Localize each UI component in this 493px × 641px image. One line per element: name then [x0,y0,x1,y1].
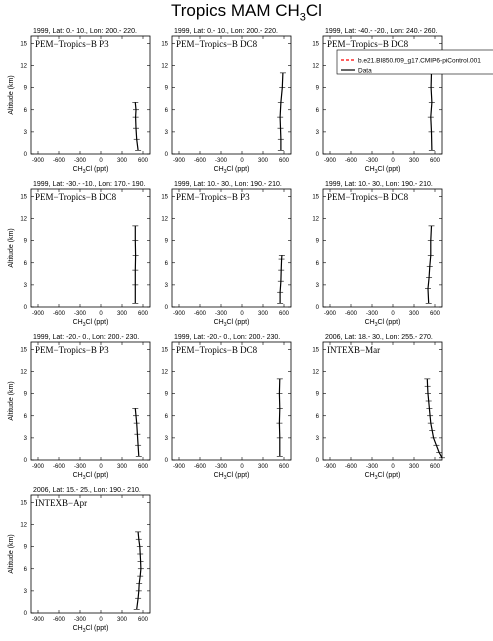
legend-model-label: b.e21.BI850.f09_g17.CMIP6-piControl.001 [358,57,481,65]
x-tick-label: 600 [137,311,149,317]
y-tick-label: 6 [164,413,168,420]
y-tick-label: 9 [23,238,27,245]
campaign-label: PEM−Tropics−B DC8 [176,345,258,355]
campaign-label: INTEXB−Apr [35,498,88,508]
y-tick-label: 9 [164,85,168,92]
chart-panel [8,334,150,481]
y-tick-label: 6 [23,413,27,420]
y-tick-label: 0 [23,152,27,158]
y-tick-label: 6 [164,260,168,267]
campaign-label: PEM−Tropics−B DC8 [327,192,409,202]
x-tick-label: -300 [365,464,379,470]
x-tick-label: 300 [116,464,128,470]
y-axis-label: Altitude (km) [8,534,15,574]
plot-frame [323,342,442,460]
y-tick-label: 12 [20,216,27,223]
y-tick-label: 9 [23,391,27,398]
x-tick-label: 600 [278,464,290,470]
x-tick-label: 300 [116,617,128,623]
plot-frame [31,189,150,307]
plot-frame [172,189,291,307]
legend-data-label: Data [358,67,372,75]
data-line [428,226,432,303]
x-tick-label: -600 [193,464,207,470]
x-axis-label: $CH_3Cl$ (ppt) [72,625,109,634]
y-tick-label: 0 [164,305,168,311]
x-tick-label: -900 [323,464,337,470]
x-tick-label: -900 [323,311,337,317]
y-tick-label: 12 [161,63,168,70]
x-tick-label: 0 [391,311,395,317]
x-tick-label: 0 [391,464,395,470]
y-tick-label: 6 [23,260,27,267]
chart-panel [312,334,445,481]
y-tick-label: 3 [23,435,27,442]
panel-meta: 1999, Lat: -20.- 0., Lon: 200.- 230. [174,334,281,341]
x-tick-label: 600 [137,158,149,164]
y-axis-label: Altitude (km) [8,75,15,115]
y-tick-label: 0 [164,152,168,158]
x-tick-label: 0 [240,311,244,317]
y-tick-label: 12 [20,63,27,70]
x-tick-label: 600 [429,311,441,317]
y-tick-label: 12 [312,369,319,376]
y-tick-label: 9 [23,85,27,92]
y-tick-label: 15 [161,194,168,201]
x-tick-label: -900 [172,311,186,317]
plot-frame [323,189,442,307]
data-line [280,255,282,303]
y-tick-label: 9 [164,391,168,398]
x-tick-label: 300 [408,311,420,317]
x-tick-label: -300 [365,158,379,164]
panel-meta: 1999, Lat: 0.- 10., Lon: 200.- 220. [174,28,278,35]
y-tick-label: 15 [161,347,168,354]
y-tick-label: 15 [20,500,27,507]
x-tick-label: 300 [408,464,420,470]
campaign-label: PEM−Tropics−B P3 [35,39,109,49]
y-tick-label: 6 [315,107,319,114]
x-tick-label: 0 [99,464,103,470]
panel-meta: 1999, Lat: 10.- 30., Lon: 190.- 210. [325,181,433,188]
x-tick-label: -900 [31,311,45,317]
y-tick-label: 15 [312,347,319,354]
y-tick-label: 15 [20,41,27,48]
panel-meta: 1999, Lat: -40.- -20., Lon: 240.- 260. [325,28,438,35]
x-tick-label: -600 [344,311,358,317]
campaign-label: PEM−Tropics−B DC8 [327,39,409,49]
y-axis-label: Altitude (km) [8,381,15,421]
x-axis-label: $CH_3Cl$ (ppt) [364,319,401,328]
x-tick-label: -900 [172,158,186,164]
y-tick-label: 6 [164,107,168,114]
y-tick-label: 15 [312,41,319,48]
x-tick-label: -300 [214,158,228,164]
y-tick-label: 12 [161,369,168,376]
x-tick-label: -900 [31,617,45,623]
x-tick-label: 600 [278,158,290,164]
plot-frame [31,342,150,460]
panel-meta: 1999, Lat: -20.- 0., Lon: 200.- 230. [33,334,140,341]
y-axis-label: Altitude (km) [8,228,15,268]
x-tick-label: 600 [278,311,290,317]
y-tick-label: 3 [164,435,168,442]
y-tick-label: 12 [312,63,319,70]
x-tick-label: 300 [408,158,420,164]
y-tick-label: 12 [312,216,319,223]
data-line [431,73,432,150]
y-tick-label: 3 [23,129,27,136]
y-tick-label: 3 [23,282,27,289]
x-tick-label: -600 [344,464,358,470]
x-axis-label: $CH_3Cl$ (ppt) [364,166,401,175]
x-tick-label: 300 [116,158,128,164]
x-tick-label: -900 [323,158,337,164]
chart-panel [8,487,150,634]
y-tick-label: 12 [161,216,168,223]
x-tick-label: 600 [429,158,441,164]
figure-title: Tropics MAM $CH_3Cl$ [171,1,322,24]
y-tick-label: 0 [164,458,168,464]
y-tick-label: 0 [315,458,319,464]
x-axis-label: $CH_3Cl$ (ppt) [72,472,109,481]
y-tick-label: 3 [23,588,27,595]
y-tick-label: 15 [20,347,27,354]
panel-meta: 2006, Lat: 18.- 30., Lon: 255.- 270. [325,334,433,341]
chart-panel [161,334,291,481]
y-tick-label: 12 [20,369,27,376]
x-tick-label: 300 [257,158,269,164]
y-tick-label: 15 [20,194,27,201]
y-tick-label: 3 [164,129,168,136]
chart-panel [312,28,493,175]
y-tick-label: 0 [315,152,319,158]
x-tick-label: 300 [257,464,269,470]
x-tick-label: -300 [214,311,228,317]
plot-frame [172,342,291,460]
x-tick-label: 0 [240,158,244,164]
x-axis-label: $CH_3Cl$ (ppt) [213,472,250,481]
x-tick-label: 600 [137,464,149,470]
chart-panel [161,28,291,175]
x-axis-label: $CH_3Cl$ (ppt) [364,472,401,481]
y-tick-label: 0 [315,305,319,311]
y-tick-label: 0 [23,305,27,311]
x-tick-label: -900 [31,464,45,470]
y-tick-label: 0 [23,458,27,464]
x-tick-label: 300 [257,311,269,317]
y-tick-label: 3 [164,282,168,289]
x-tick-label: 0 [391,158,395,164]
x-tick-label: -300 [73,311,87,317]
x-axis-label: $CH_3Cl$ (ppt) [72,166,109,175]
campaign-label: PEM−Tropics−B P3 [35,345,109,355]
y-tick-label: 9 [315,391,319,398]
y-tick-label: 12 [20,522,27,529]
x-tick-label: -300 [73,158,87,164]
x-tick-label: -600 [52,158,66,164]
panel-meta: 1999, Lat: -30.- -10., Lon: 170.- 190. [33,181,146,188]
y-tick-label: 6 [23,107,27,114]
x-tick-label: -600 [52,464,66,470]
y-tick-label: 6 [23,566,27,573]
x-tick-label: 600 [137,617,149,623]
x-tick-label: -300 [73,617,87,623]
y-tick-label: 9 [23,544,27,551]
y-tick-label: 9 [315,238,319,245]
y-tick-label: 3 [315,282,319,289]
y-tick-label: 9 [315,85,319,92]
y-tick-label: 6 [315,413,319,420]
plot-frame [172,36,291,154]
data-line [137,532,141,609]
x-tick-label: -300 [214,464,228,470]
x-tick-label: -600 [344,158,358,164]
x-tick-label: 0 [99,158,103,164]
y-tick-label: 3 [315,435,319,442]
y-tick-label: 15 [312,194,319,201]
x-tick-label: -600 [52,311,66,317]
x-tick-label: -600 [52,617,66,623]
x-tick-label: -300 [73,464,87,470]
chart-panel [8,28,150,175]
plot-frame [31,36,150,154]
x-tick-label: -900 [172,464,186,470]
plot-frame [31,495,150,613]
y-tick-label: 9 [164,238,168,245]
y-tick-label: 15 [161,41,168,48]
x-tick-label: -600 [193,311,207,317]
x-axis-label: $CH_3Cl$ (ppt) [213,166,250,175]
campaign-label: INTEXB−Mar [327,345,381,355]
x-tick-label: 300 [116,311,128,317]
x-tick-label: 600 [429,464,441,470]
x-tick-label: -900 [31,158,45,164]
data-line [427,379,442,458]
panel-meta: 1999, Lat: 10.- 30., Lon: 190.- 210. [174,181,282,188]
chart-panel [161,181,291,328]
x-tick-label: 0 [240,464,244,470]
x-tick-label: -300 [365,311,379,317]
data-line [280,73,283,150]
y-tick-label: 0 [23,611,27,617]
x-axis-label: $CH_3Cl$ (ppt) [72,319,109,328]
x-tick-label: -600 [193,158,207,164]
chart-panel [8,181,150,328]
panel-meta: 2006, Lat: 15.- 25., Lon: 190.- 210. [33,487,141,494]
x-tick-label: 0 [99,311,103,317]
y-tick-label: 6 [315,260,319,267]
campaign-label: PEM−Tropics−B P3 [176,192,250,202]
panel-meta: 1999, Lat: 0.- 10., Lon: 200.- 220. [33,28,137,35]
campaign-label: PEM−Tropics−B DC8 [35,192,117,202]
chart-panel [312,181,442,328]
y-tick-label: 3 [315,129,319,136]
x-axis-label: $CH_3Cl$ (ppt) [213,319,250,328]
campaign-label: PEM−Tropics−B DC8 [176,39,258,49]
x-tick-label: 0 [99,617,103,623]
